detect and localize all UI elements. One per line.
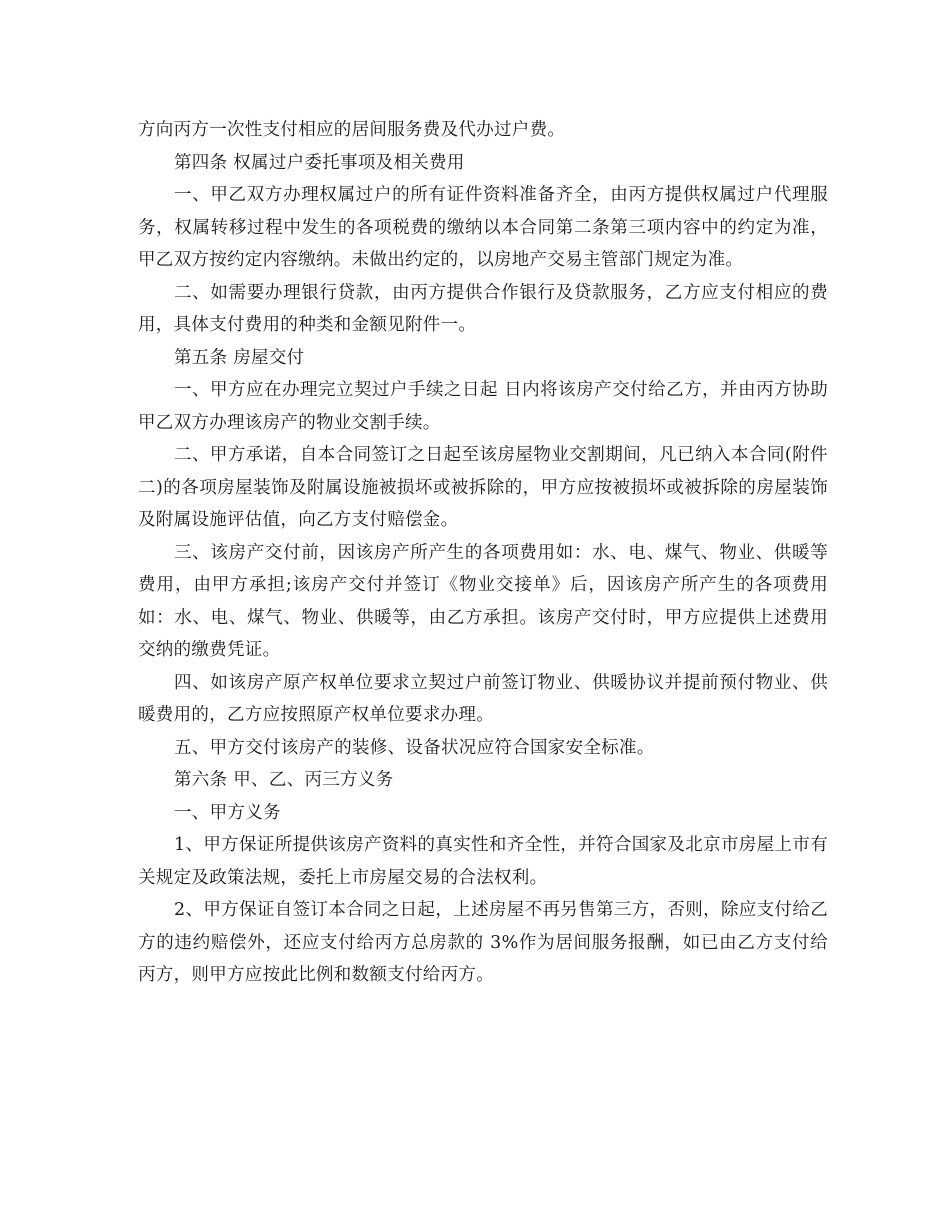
paragraph-3: 一、甲乙双方办理权属过户的所有证件资料准备齐全，由丙方提供权属过户代理服务，权属转移过程中发生的各项税费的缴纳以本合同第二条第三项内容中的约定为准，甲乙双方按约定内容缴纳。未做出约定的，以房地产交易主管部门规定为准。: [138, 185, 828, 270]
paragraph-10: 五、甲方交付该房产的装修、设备状况应符合国家安全标准。: [174, 737, 655, 758]
section-heading-article-4: 第四条 权属过户委托事项及相关费用: [174, 152, 465, 173]
paragraph-4: 二、如需要办理银行贷款，由丙方提供合作银行及贷款服务，乙方应支付相应的费用，具体支付费用的种类和金额见附件一。: [138, 282, 828, 335]
paragraph-6: 一、甲方应在办理完立契过户手续之日起 日内将该房产交付给乙方，并由丙方协助甲乙双方办理该房产的物业交割手续。: [138, 380, 828, 433]
section-heading-article-5: 第五条 房屋交付: [174, 347, 305, 368]
paragraph-8: 三、该房产交付前，因该房产所产生的各项费用如：水、电、煤气、物业、供暖等费用，由甲方承担;该房产交付并签订《物业交接单》后，因该房产所产生的各项费用如：水、电、煤气、物业、供暖等，由乙方承担。该房产交付时，甲方应提供上述费用交纳的缴费凭证。: [138, 542, 828, 660]
subheading-party-a-obligations: 一、甲方义务: [174, 802, 281, 823]
paragraph-13: 1、甲方保证所提供该房产资料的真实性和齐全性，并符合国家及北京市房屋上市有关规定及政策法规，委托上市房屋交易的合法权利。: [138, 835, 828, 888]
paragraph-14: 2、甲方保证自签订本合同之日起，上述房屋不再另售第三方，否则，除应支付给乙方的违约赔偿外，还应支付给丙方总房款的 3%作为居间服务报酬，如已由乙方支付给丙方，则甲方应按此比例和数额支付给丙方。: [138, 900, 828, 985]
paragraph-9: 四、如该房产原产权单位要求立契过户前签订物业、供暖协议并提前预付物业、供暖费用的，乙方应按照原产权单位要求办理。: [138, 672, 828, 725]
paragraph-7: 二、甲方承诺，自本合同签订之日起至该房屋物业交割期间，凡已纳入本合同(附件二)的各项房屋装饰及附属设施被损坏或被拆除的，甲方应按被损坏或被拆除的房屋装饰及附属设施评估值，向乙方支付赔偿金。: [138, 445, 828, 530]
section-heading-article-6: 第六条 甲、乙、丙三方义务: [174, 770, 394, 790]
paragraph-1: 方向丙方一次性支付相应的居间服务费及代办过户费。: [138, 120, 566, 140]
document-body: [138, 114, 828, 992]
